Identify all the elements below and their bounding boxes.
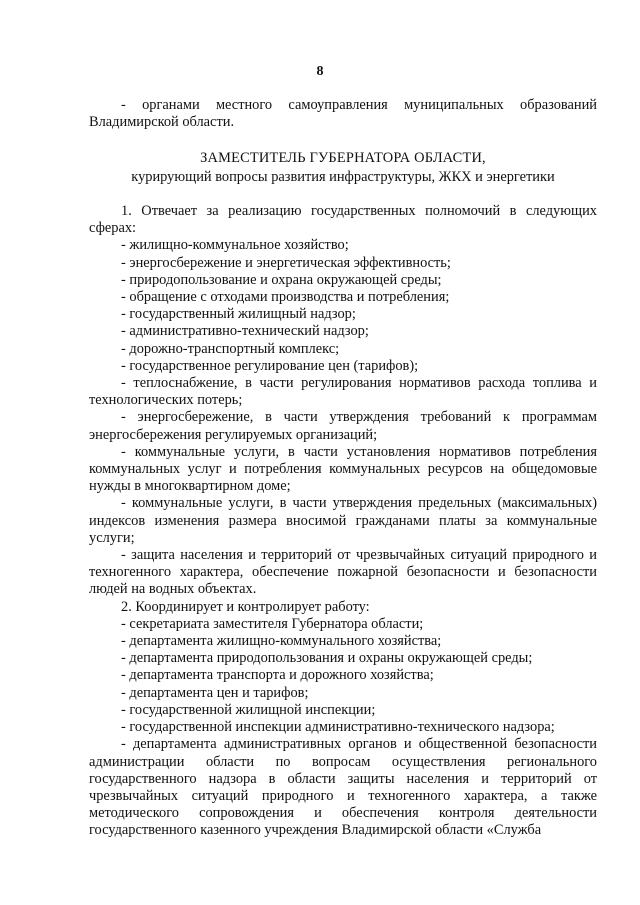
paragraph-item: - секретариата заместителя Губернатора области;: [121, 615, 424, 632]
paragraph-item: - административно-технический надзор;: [121, 323, 369, 340]
paragraph-item: - департамента административных органов и общественной безопасности администрации области по вопросам осуществления регионального государственного надзора в области защиты населения и территорий от чрезвычайных ситуаций природного и техногенного характера, а также методического сопровождения и обеспечения контроля деятельности государственного казенного учреждения Владимирской области «Служба: [89, 736, 597, 839]
paragraph-item: - теплоснабжение, в части регулирования нормативов расхода топлива и технологических потерь;: [89, 375, 597, 409]
body-text: [89, 203, 597, 840]
page-number: 8: [316, 64, 324, 79]
paragraph-item: - энергосбережение и энергетическая эффективность;: [121, 254, 451, 271]
paragraph-item: - энергосбережение, в части утверждения требований к программам энергосбережения регулируемых организаций;: [89, 409, 597, 443]
paragraph-item: - государственной инспекции административно-технического надзора;: [121, 719, 555, 736]
paragraph-item: - коммунальные услуги, в части утверждения предельных (максимальных) индексов изменения размера вносимой гражданами платы за коммунальные услуги;: [89, 495, 597, 546]
paragraph-item: - государственной жилищной инспекции;: [121, 701, 376, 718]
paragraph-item: 1. Отвечает за реализацию государственных полномочий в следующих сферах:: [89, 203, 597, 237]
paragraph-item: - департамента цен и тарифов;: [121, 684, 309, 701]
paragraph-item: - жилищно-коммунальное хозяйство;: [121, 237, 349, 254]
paragraph-item: - департамента природопользования и охраны окружающей среды;: [121, 650, 533, 667]
intro-paragraph: - органами местного самоуправления муниципальных образований Владимирской области.: [89, 97, 597, 131]
paragraph-item: - государственное регулирование цен (тарифов);: [121, 357, 419, 374]
paragraph-item: - природопользование и охрана окружающей среды;: [121, 271, 442, 288]
paragraph-item: - обращение с отходами производства и потребления;: [121, 289, 450, 306]
heading-title: ЗАМЕСТИТЕЛЬ ГУБЕРНАТОРА ОБЛАСТИ,: [200, 150, 486, 166]
paragraph-item: 2. Координирует и контролирует работу:: [121, 598, 370, 615]
paragraph-item: - департамента жилищно-коммунального хозяйства;: [121, 633, 442, 650]
paragraph-item: - государственный жилищный надзор;: [121, 306, 356, 323]
intro-block: [89, 97, 597, 131]
paragraph-item: - дорожно-транспортный комплекс;: [121, 340, 340, 357]
heading-subtitle: курирующий вопросы развития инфраструктуры, ЖКХ и энергетики: [131, 169, 555, 185]
paragraph-item: - коммунальные услуги, в части установления нормативов потребления коммунальных услуг и потребления коммунальных ресурсов на общедомовые нужды в многоквартирном доме;: [89, 443, 597, 495]
section-heading: [89, 149, 597, 187]
paragraph-item: - департамента транспорта и дорожного хозяйства;: [121, 667, 434, 684]
paragraph-item: - защита населения и территорий от чрезвычайных ситуаций природного и техногенного характера, обеспечение пожарной безопасности и безопасности людей на водных объектах.: [89, 547, 597, 598]
